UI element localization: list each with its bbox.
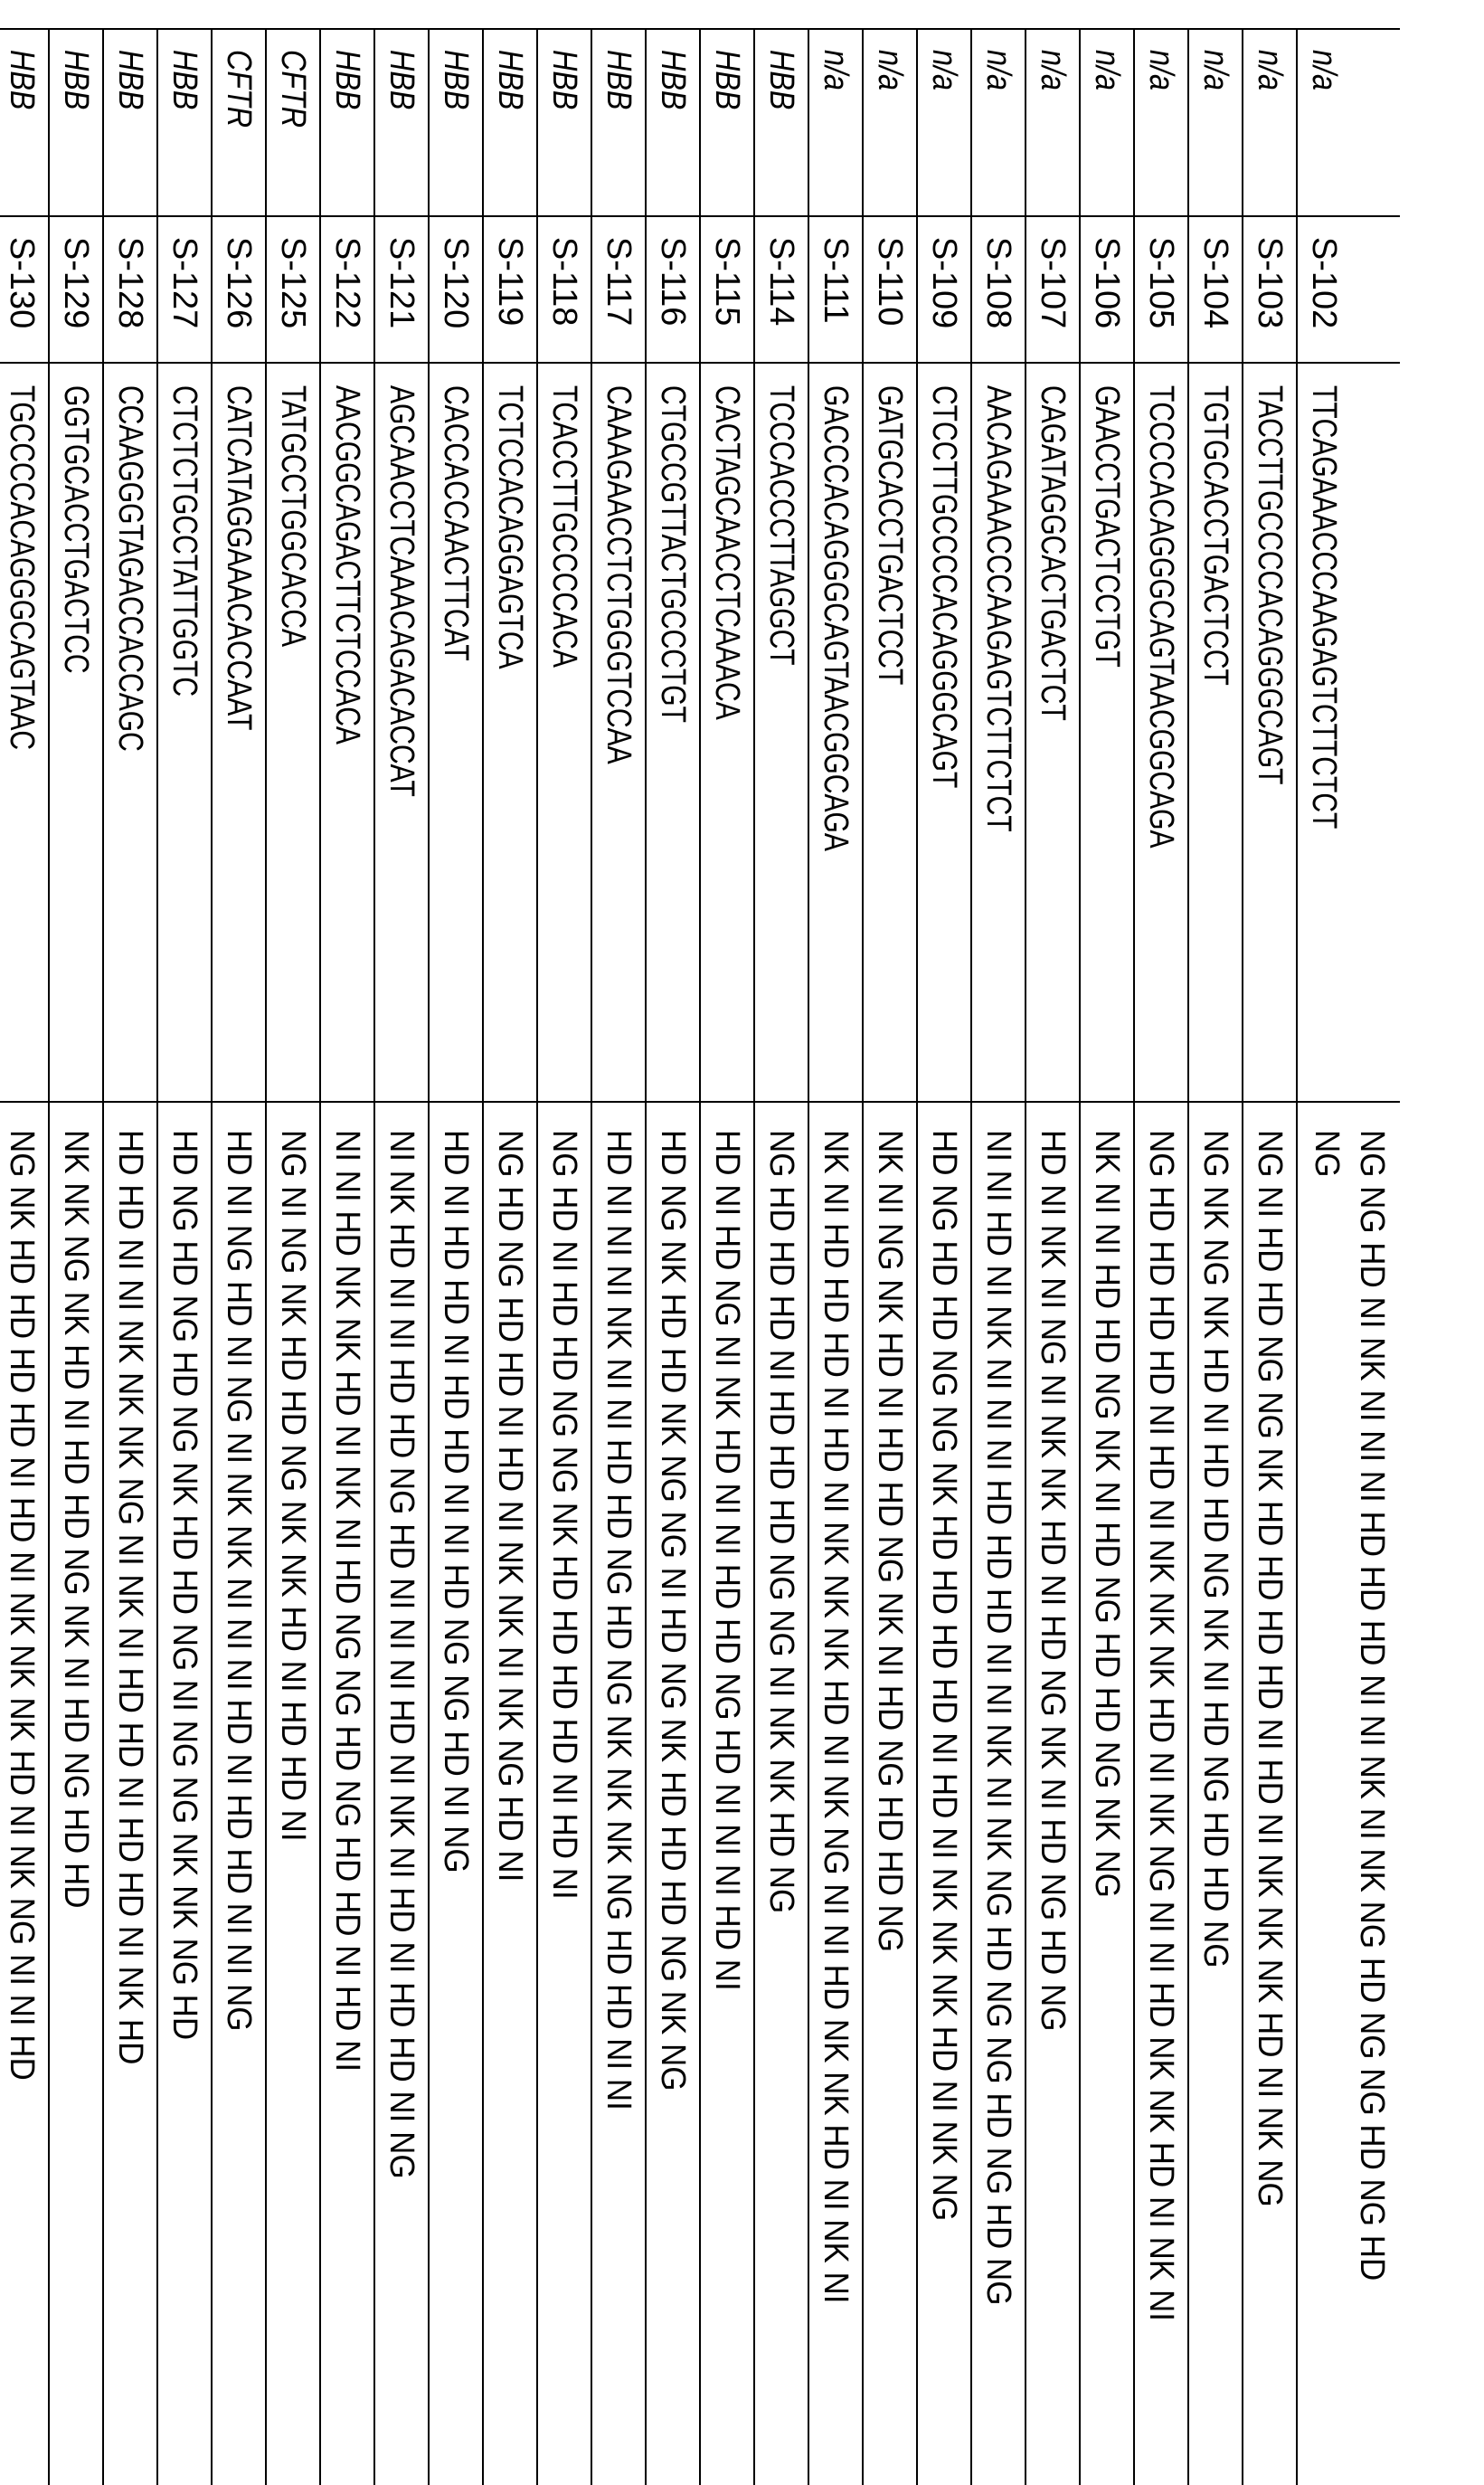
sequence-cell [1135, 362, 1187, 1101]
table-row [1189, 30, 1243, 2485]
id-cell [267, 215, 319, 362]
sequence-cell [755, 362, 808, 1101]
gene-cell [430, 30, 482, 215]
id-cell-text: S-127 [165, 237, 204, 328]
sequence-cell [484, 362, 536, 1101]
gene-cell-text: HBB [436, 50, 476, 109]
gene-cell-text: n/a [1033, 50, 1073, 90]
sequence-cell-text: CTCTCTGCCTATTGGTC [165, 385, 204, 697]
gene-cell-text: HBB [490, 50, 530, 109]
sequence-cell [647, 362, 699, 1101]
sequence-cell-text: CTGCCGTTACTGCCCTGT [653, 385, 693, 723]
rvd-cell [1243, 1101, 1296, 2485]
rvd-cell [1026, 1101, 1079, 2485]
rvd-cell-text: NK NI NI HD HD NG NK NI HD NG HD HD NG NK NG [1087, 1130, 1127, 1898]
id-cell [918, 215, 970, 362]
gene-cell-text: n/a [1250, 50, 1290, 90]
gene-cell [538, 30, 591, 215]
id-cell [1026, 215, 1079, 362]
rvd-cell-text: NG NG HD NI NK NI NI NI HD HD HD NI NI NK NI NK NG HD NG NG HD NG HD NG [1304, 1130, 1394, 2295]
sequence-cell [1081, 362, 1133, 1101]
id-cell [0, 215, 48, 362]
sequence-cell [0, 362, 48, 1101]
id-cell [592, 215, 645, 362]
rvd-cell [484, 1101, 536, 2485]
gene-cell [647, 30, 699, 215]
gene-cell [864, 30, 916, 215]
id-cell-text: S-119 [490, 237, 530, 327]
rvd-cell [809, 1101, 862, 2485]
sequence-cell-text: GAACCTGACTCCTGT [1087, 385, 1127, 668]
table-row [430, 30, 484, 2485]
id-cell [1298, 215, 1400, 362]
gene-cell [1189, 30, 1242, 215]
rvd-cell [592, 1101, 645, 2485]
id-cell [484, 215, 536, 362]
rvd-cell [321, 1101, 373, 2485]
sequence-cell [1189, 362, 1242, 1101]
table-row [267, 30, 321, 2485]
gene-cell-text: HBB [599, 50, 638, 109]
sequence-cell [864, 362, 916, 1101]
table-row [0, 30, 50, 2485]
sequence-cell-text: CCAAGGGTAGACCACCAGC [110, 385, 150, 752]
table-row [104, 30, 158, 2485]
table-row [1298, 30, 1400, 2485]
gene-cell-text: HBB [56, 50, 96, 109]
id-cell [864, 215, 916, 362]
sequence-cell [213, 362, 265, 1101]
table-row [592, 30, 647, 2485]
gene-cell [484, 30, 536, 215]
gene-cell-text: n/a [1141, 50, 1181, 90]
sequence-cell [158, 362, 211, 1101]
rvd-cell-text: NI NI HD NK NK HD NI NK NI HD NG NG HD NG HD HD NI HD NI [327, 1130, 367, 2072]
id-cell-text: S-114 [761, 237, 801, 327]
table-row [538, 30, 592, 2485]
id-cell-text: S-110 [870, 237, 910, 327]
sequence-cell-text: CAGATAGGCACTGACTCT [1033, 385, 1073, 721]
sequence-cell [1298, 362, 1400, 1101]
table-row [918, 30, 972, 2485]
rvd-cell [755, 1101, 808, 2485]
id-cell-text: S-116 [653, 237, 693, 327]
rvd-cell [430, 1101, 482, 2485]
sequence-cell-text: CACCACCAACTTCAT [436, 385, 476, 661]
id-cell [701, 215, 753, 362]
gene-cell [972, 30, 1025, 215]
id-cell [647, 215, 699, 362]
gene-cell-text: HBB [110, 50, 150, 109]
rvd-cell-text: HD NI HD NG NI NK HD NI NI HD HD NG HD NI NI NI HD NI [707, 1130, 747, 1991]
rvd-cell-text: NI NI HD NI NK NI NI NI HD HD HD NI NI NK NI NK NG HD NG NG HD NG HD NG [978, 1130, 1018, 2305]
rvd-cell [0, 1101, 48, 2485]
sequence-cell-text: CTCCTTGCCCCACAGGGCAGT [924, 385, 964, 788]
id-cell [972, 215, 1025, 362]
sequence-cell-text: TCCCACCCTTAGGCT [761, 385, 801, 666]
gene-cell-text: n/a [870, 50, 910, 90]
table-row [647, 30, 701, 2485]
table-row [972, 30, 1026, 2485]
rvd-cell [213, 1101, 265, 2485]
rvd-cell [1298, 1101, 1400, 2485]
gene-cell-text: n/a [978, 50, 1018, 90]
id-cell-text: S-117 [599, 237, 638, 327]
table-row [1081, 30, 1135, 2485]
gene-cell [592, 30, 645, 215]
id-cell [1243, 215, 1296, 362]
table-row [213, 30, 267, 2485]
sequence-cell-text: GACCCACAGGGCAGTAACGGCAGA [816, 385, 855, 851]
table-row [701, 30, 755, 2485]
sequence-cell [809, 362, 862, 1101]
id-cell-text: S-105 [1141, 237, 1181, 328]
table-row [50, 30, 104, 2485]
rvd-cell [158, 1101, 211, 2485]
sequence-cell [1243, 362, 1296, 1101]
rvd-cell [1135, 1101, 1187, 2485]
id-cell-text: S-104 [1196, 237, 1235, 328]
sequence-cell-text: TCACCTTGCCCCACA [544, 385, 584, 668]
sequence-cell [972, 362, 1025, 1101]
gene-cell-text: n/a [1196, 50, 1235, 90]
sequence-cell-text: AGCAACCTCAAACAGACACCAT [382, 385, 421, 797]
rvd-cell-text: HD NG NK HD HD NK NG NG NI HD NG NK HD HD HD NG NK NG [653, 1130, 693, 2091]
rvd-cell-text: NK NK NG NK HD NI HD HD NG NK NI HD NG HD HD [56, 1130, 96, 1908]
rvd-cell-text: NG NK NG NK HD NI HD HD NG NK NI HD NG HD HD NG [1196, 1130, 1235, 1968]
rvd-cell-text: NG HD NI HD HD NG NG NK HD HD HD HD NI HD NI [544, 1130, 584, 1900]
sequence-cell [430, 362, 482, 1101]
gene-cell-text: n/a [816, 50, 855, 90]
id-cell-text: S-111 [816, 237, 855, 324]
rvd-cell [647, 1101, 699, 2485]
rvd-cell-text: NG HD HD HD HD NI HD NI NK NK NK HD NI NK NG NI NI HD NK NK HD NI NK NI [1141, 1130, 1181, 2321]
id-cell [809, 215, 862, 362]
talen-table-rotated [0, 28, 1400, 2485]
rvd-cell-text: NG HD HD HD NI HD HD HD NG NG NI NK NK HD NG [761, 1130, 801, 1913]
id-cell-text: S-130 [2, 237, 42, 328]
rvd-cell [864, 1101, 916, 2485]
gene-cell [701, 30, 753, 215]
sequence-cell-text: TCTCCACAGGAGTCA [490, 385, 530, 669]
sequence-cell [321, 362, 373, 1101]
gene-cell [158, 30, 211, 215]
rvd-cell-text: NK NI NG NK HD NI HD HD NG NK NI HD NG HD HD NG [870, 1130, 910, 1952]
rvd-cell [104, 1101, 156, 2485]
gene-cell [1135, 30, 1187, 215]
id-cell [755, 215, 808, 362]
gene-cell-text: HBB [544, 50, 584, 109]
rvd-cell [1189, 1101, 1242, 2485]
sequence-cell-text: TATGCCTGGCACCA [273, 385, 313, 647]
id-cell-text: S-106 [1087, 237, 1127, 328]
gene-cell-text: n/a [924, 50, 964, 90]
id-cell [538, 215, 591, 362]
sequence-cell [918, 362, 970, 1101]
table-row [1135, 30, 1189, 2485]
id-cell-text: S-102 [1304, 237, 1344, 328]
rvd-cell-text: NI NK HD NI NI HD HD NG HD NI NI NI HD NI NK NI HD NI HD HD NI NG [382, 1130, 421, 2179]
rvd-cell-text: NG NI NG NK HD HD NG NK NK HD NI HD HD NI [273, 1130, 313, 1842]
sequence-cell-text: CATCATAGGAAACACCAAT [219, 385, 259, 730]
id-cell [158, 215, 211, 362]
id-cell-text: S-109 [924, 237, 964, 328]
sequence-cell [375, 362, 428, 1101]
rvd-cell [538, 1101, 591, 2485]
id-cell-text: S-122 [327, 237, 367, 328]
table-row [321, 30, 375, 2485]
gene-cell [267, 30, 319, 215]
id-cell [1189, 215, 1242, 362]
rvd-cell [50, 1101, 102, 2485]
sequence-cell-text: TGTGCACCTGACTCCT [1196, 385, 1235, 686]
sequence-cell [1026, 362, 1079, 1101]
gene-cell-text: n/a [1087, 50, 1127, 90]
gene-cell [1081, 30, 1133, 215]
id-cell [430, 215, 482, 362]
id-cell [1135, 215, 1187, 362]
id-cell-text: S-107 [1033, 237, 1073, 328]
gene-cell [1243, 30, 1296, 215]
id-cell-text: S-115 [707, 237, 747, 327]
sequence-cell-text: AACAGAAACCCAAGAGTCTTCTCT [978, 385, 1018, 832]
id-cell-text: S-126 [219, 237, 259, 328]
id-cell-text: S-108 [978, 237, 1018, 328]
sequence-cell [538, 362, 591, 1101]
sequence-cell [267, 362, 319, 1101]
rvd-cell [375, 1101, 428, 2485]
id-cell-text: S-121 [382, 237, 421, 328]
gene-cell [375, 30, 428, 215]
rvd-cell [267, 1101, 319, 2485]
gene-cell [755, 30, 808, 215]
sequence-cell-text: TTCAGAAACCCAAGAGTCTTCTCT [1304, 385, 1344, 829]
sequence-cell-text: TCCCCACAGGGCAGTAACGGCAGA [1141, 385, 1181, 849]
table-row [1026, 30, 1081, 2485]
gene-cell-text: HBB [707, 50, 747, 109]
sequence-cell-text: GATGCACCTGACTCCT [870, 385, 910, 685]
gene-cell-text: CFTR [273, 50, 313, 128]
table-row [864, 30, 918, 2485]
rvd-cell-text: HD HD NI NI NK NK NK NG NI NK NI HD HD NI HD HD NI NK HD [110, 1130, 150, 2064]
sequence-cell-text: TGCCCCACAGGGCAGTAAC [2, 385, 42, 750]
gene-cell-text: n/a [1304, 50, 1344, 90]
gene-cell [918, 30, 970, 215]
id-cell-text: S-128 [110, 237, 150, 328]
gene-cell-text: CFTR [219, 50, 259, 128]
gene-cell [809, 30, 862, 215]
id-cell [104, 215, 156, 362]
sequence-cell-text: AACGGCAGACTTCTCCACA [327, 385, 367, 745]
rvd-cell [972, 1101, 1025, 2485]
gene-cell [0, 30, 48, 215]
rvd-cell [918, 1101, 970, 2485]
gene-cell-text: HBB [2, 50, 42, 109]
table-row [158, 30, 213, 2485]
sequence-cell [701, 362, 753, 1101]
rvd-cell-text: HD NI NK NI NG NI NK NK HD NI HD NG NK NI HD NG HD NG [1033, 1130, 1073, 2031]
id-cell [50, 215, 102, 362]
gene-cell-text: HBB [382, 50, 421, 109]
gene-cell [1298, 30, 1400, 215]
id-cell-text: S-118 [544, 237, 584, 327]
rvd-cell-text: HD NI NG HD NI NG NI NK NK NI NI NI HD NI HD HD NI NI NG [219, 1130, 259, 2031]
rvd-cell-text: HD NG HD NG HD NG NK HD HD NG NI NG NG NK NK NG HD [165, 1130, 204, 2040]
table-row [809, 30, 864, 2485]
rvd-cell-text: HD NI NI NI NK NI NI HD HD NG HD NG NK NK NK NG HD HD NI NI [599, 1130, 638, 2110]
sequence-cell [592, 362, 645, 1101]
id-cell-text: S-103 [1250, 237, 1290, 328]
gene-cell [50, 30, 102, 215]
sequence-cell-text: CACTAGCAACCTCAAACA [707, 385, 747, 720]
rvd-cell-text: NK NI HD HD HD NI HD NI NK NK NK HD NI NK NG NI NI HD NK NK HD NI NK NI [816, 1130, 855, 2304]
gene-cell-text: HBB [761, 50, 801, 109]
id-cell-text: S-120 [436, 237, 476, 328]
rvd-cell-text: NG HD NG HD HD NI HD NI NK NK NI NK NG HD NI [490, 1130, 530, 1882]
rvd-cell [1081, 1101, 1133, 2485]
rvd-cell-text: NG NI HD HD NG NG NK HD HD HD HD NI HD NI NK NK NK HD NI NK NG [1250, 1130, 1290, 2207]
id-cell [375, 215, 428, 362]
gene-cell [321, 30, 373, 215]
sequence-cell-text: GGTGCACCTGACTCC [56, 385, 96, 674]
gene-cell-text: HBB [165, 50, 204, 109]
table-row [1243, 30, 1298, 2485]
rvd-cell-text: NG NK HD HD HD HD NI HD NI NK NK NK HD NI NK NG NI NI HD [2, 1130, 42, 2081]
rvd-cell-text: HD NI HD HD NI HD HD NI NI HD NG NG HD NI NG [436, 1130, 476, 1873]
table-row [375, 30, 430, 2485]
sequence-cell [50, 362, 102, 1101]
table-row [484, 30, 538, 2485]
id-cell [213, 215, 265, 362]
id-cell [1081, 215, 1133, 362]
id-cell-text: S-129 [56, 237, 96, 328]
id-cell [321, 215, 373, 362]
rvd-cell-text: HD NG HD HD NG NG NK HD HD HD HD NI HD NI NK NK NK HD NI NK NG [924, 1130, 964, 2221]
id-cell-text: S-125 [273, 237, 313, 328]
sequence-cell [104, 362, 156, 1101]
sequence-cell-text: CAAAGAACCTCTGGGTCCAA [599, 385, 638, 764]
gene-cell [104, 30, 156, 215]
gene-cell-text: HBB [653, 50, 693, 109]
rvd-cell [701, 1101, 753, 2485]
gene-cell-text: HBB [327, 50, 367, 109]
gene-cell [213, 30, 265, 215]
gene-cell [1026, 30, 1079, 215]
sequence-cell-text: TACCTTGCCCCACAGGGCAGT [1250, 385, 1290, 784]
table-row [755, 30, 809, 2485]
